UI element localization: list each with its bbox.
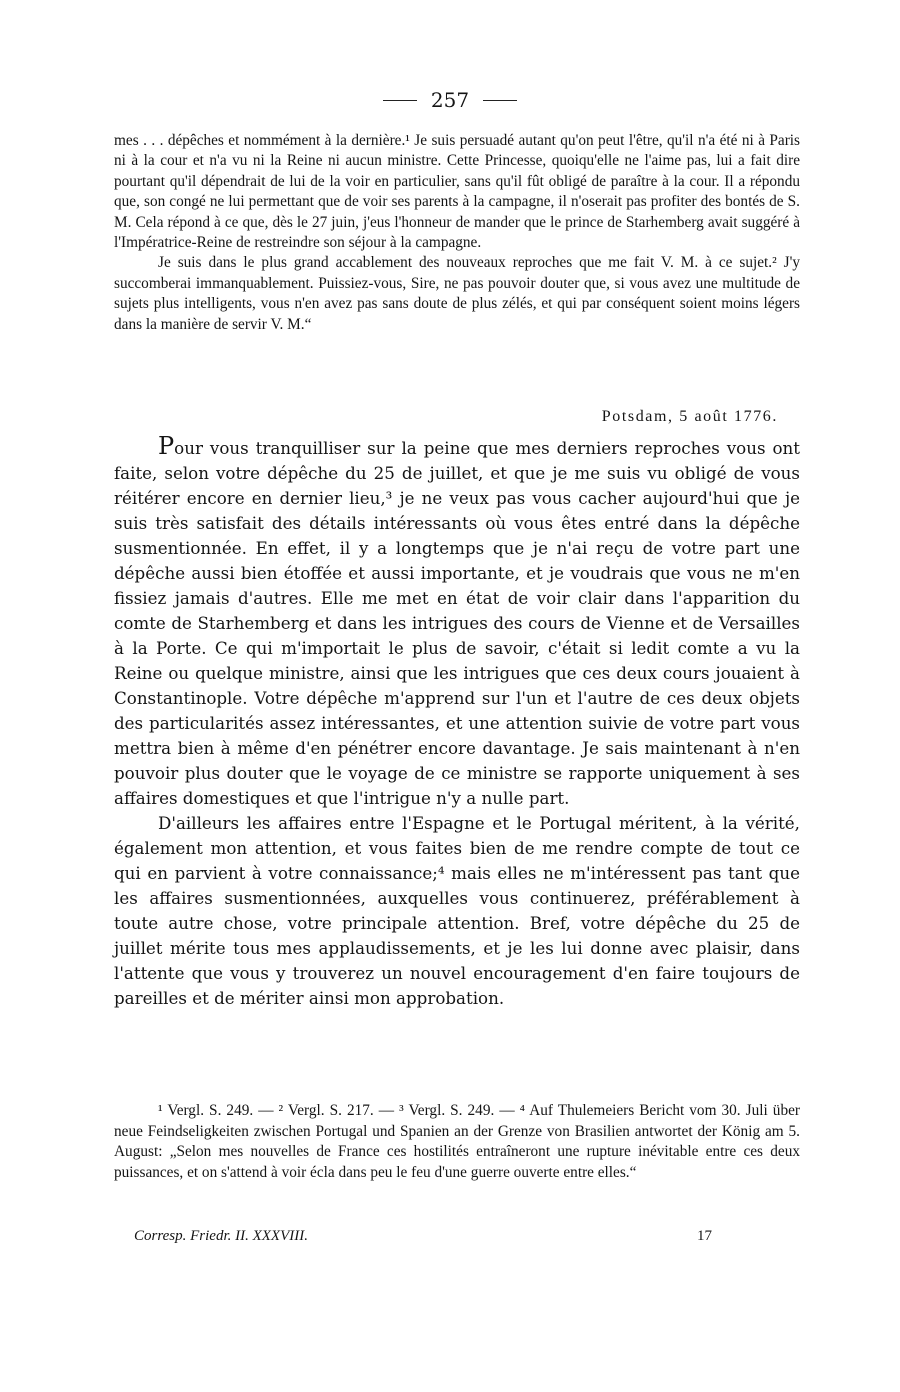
header-rule-left [383,100,417,101]
footnotes [114,1101,800,1183]
footnote-text: ¹ Vergl. S. 249. — ² Vergl. S. 217. — ³ Vergl. S. 249. — ⁴ Auf Thulemeiers Bericht vom 30. Juli über neue Feindseligkeiten zwischen Portugal und Spanien an der Grenze von Brasilien antwortet der König am 5. August: „Selon mes nouvelles de France ces hostilités entraîneront une rupture inévitable entre ces deux puissances, et on s'attend à voir écla dans peu le feu d'une guerre ouverte entre elles.“ [114,1102,800,1181]
letter-paragraph: D'ailleurs les affaires entre l'Espagne et le Portugal méritent, à la vérité, également mon attention, et vous faites bien de me rendre compte de tout ce qui en parvient à votre connaissance;⁴ mais elles ne m'intéressent pas tant que les affaires susmentionnées, auxquelles vous continuerez, préférablement à toute autre chose, votre principale attention. Bref, votre dépêche du 25 de juillet mérite tous mes applaudissements, et je les lui donne avec plaisir, dans l'attente que vous y trouverez un nouvel encouragement d'en faire toujours de pareilles et de mériter ainsi mon approbation. [114,813,800,1008]
quote-paragraph: mes . . . dépêches et nommément à la dernière.¹ Je suis persuadé autant qu'on peut l'être, qu'il n'a été ni à Paris ni à la cour et n'a vu ni la Reine ni aucun ministre. Cette Princesse, quoiqu'elle ne l'aime pas, lui a fait dire pourtant qu'il dépendrait de lui de la voir en particulier, sans qu'il fût obligé de paraître à la cour. Il a répondu que, son congé ne lui permettant que de voir ses parents à la campagne, il n'oserait pas profiter des bontés de S. M. Cela répond à ce que, dès le 27 juin, j'eus l'honneur de mander que le prince de Starhemberg avait suggéré à l'Impératrice-Reine de restreindre son séjour à la campagne. [114,132,800,252]
letter-paragraph-text: our vous tranquilliser sur la peine que mes derniers reproches vous ont faite, selon votre dépêche du 25 de juillet, et que je me suis vu obligé de vous réitérer encore en dernier lieu,³ je ne veux pas vous cacher aujourd'hui que je suis très satisfait des détails intéressants où vous êtes entré dans la dépêche susmentionnée. En effet, il y a longtemps que je n'ai reçu de votre part une dépêche aussi bien étoffée et aussi importante, et je voudrais que vous ne m'en fissiez jamais d'autres. Elle me met en état de voir clair dans l'apparition du comte de Starhemberg et dans les intrigues des cours de Vienne et de Versailles à la Porte. Ce qui m'importait le plus de savoir, c'était si ledit comte a vu la Reine ou quelque ministre, ainsi que les intrigues que ces deux cours jouaient à Constantinople. Votre dépêche m'apprend sur l'un et l'autre de ces deux objets des particularités assez intéressantes, et une attention suivie de votre part vous mettra bien à même d'en pénétrer encore davantage. Je sais maintenant à n'en pouvoir plus douter que le voyage de ce ministre se rapporte uniquement à ses affaires domestiques et que l'intrigue n'y a nulle part. [114,438,800,808]
page-footer [134,1228,712,1245]
dateline: Potsdam, 5 août 1776. [601,408,778,425]
page-number: 257 [430,88,470,112]
quote-paragraph: Je suis dans le plus grand accablement des nouveaux reproches que me fait V. M. à ce sujet.² J'y succomberai immanquablement. Puissiez-vous, Sire, ne pas pouvoir douter que, si vous avez une multitude de sujets plus intelligents, vous n'en avez pas sans doute de plus zélés, et qui par conséquent soient moins légers dans la manière de servir V. M.“ [114,254,800,333]
header-rule-right [483,100,517,101]
signature-mark: 17 [697,1228,712,1244]
letter-body [114,432,800,1011]
page-header [0,88,900,112]
correspondence-reference: Corresp. Friedr. II. XXXVIII. [134,1228,308,1244]
letter-paragraph [114,432,800,811]
drop-cap: P [158,432,175,460]
quoted-report [114,131,800,335]
